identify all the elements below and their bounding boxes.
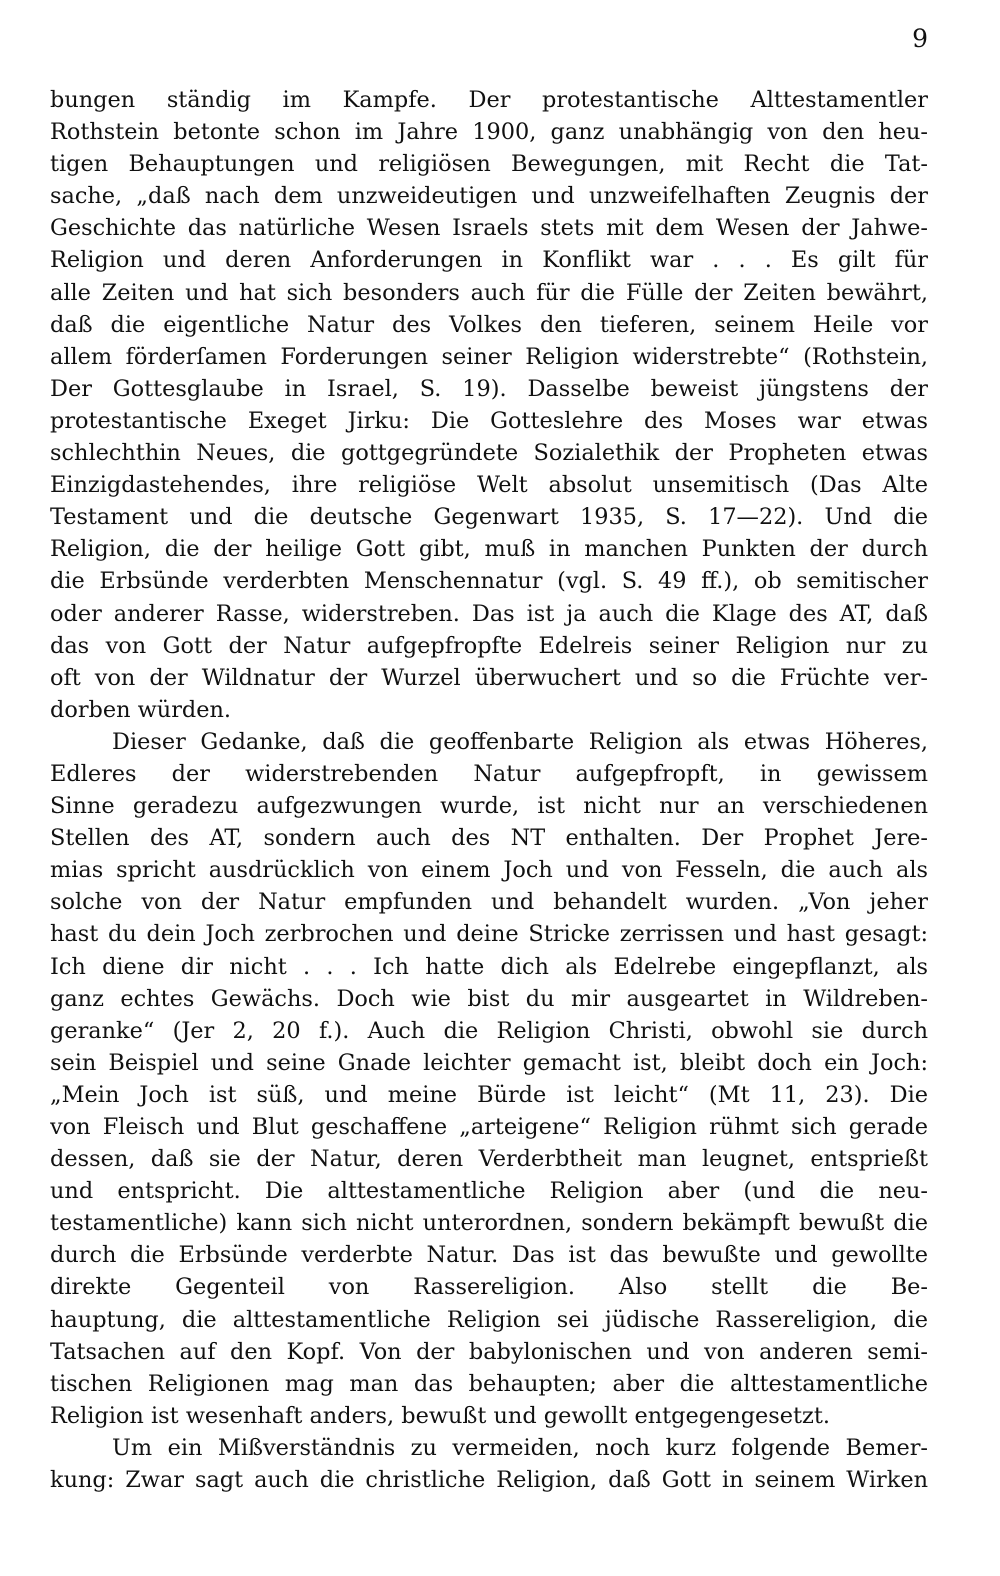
text-line: geranke“ (Jer 2, 20 f.). Auch die Religion Christi, obwohl sie durch <box>50 1017 928 1044</box>
text-line: Um ein Mißverständnis zu vermeiden, noch kurz folgende Bemer- <box>112 1434 928 1461</box>
text-line: von Fleisch und Blut geschaffene „arteigene“ Religion rühmt sich gerade <box>50 1114 928 1140</box>
text-line: hast du dein Joch zerbrochen und deine Stricke zerrissen und hast gesagt: <box>50 921 928 948</box>
text-line: schlechthin Neues, die gottgegründete Sozialethik der Propheten etwas <box>50 440 928 467</box>
text-line: mias spricht ausdrücklich von einem Joch und von Fesseln, die auch als <box>50 857 928 884</box>
text-line: alle Zeiten und hat sich besonders auch für die Fülle der Zeiten bewährt, <box>50 279 928 306</box>
text-line: bungen ständig im Kampfe. Der protestantische Alttestamentler <box>50 87 928 113</box>
text-line: oder anderer Rasse, widerstreben. Das ist ja auch die Klage des AT, daß <box>50 600 928 627</box>
text-line: Religion und deren Anforderungen in Konflikt war . . . Es gilt für <box>50 247 928 274</box>
text-line: hauptung, die alttestamentliche Religion sei jüdische Rassereligion, die <box>50 1306 928 1333</box>
text-line: tischen Religionen mag man das behaupten; aber die alttestamentliche <box>50 1370 928 1397</box>
text-line: Testament und die deutsche Gegenwart 1935, S. 17—22). Und die <box>50 504 928 531</box>
text-line: Stellen des AT, sondern auch des NT enthalten. Der Prophet Jere- <box>50 825 928 852</box>
text-line: die Erbsünde verderbten Menschennatur (vgl. S. 49 ff.), ob semitischer <box>50 568 928 595</box>
text-line: Geschichte das natürliche Wesen Israels stets mit dem Wesen der Jahwe- <box>50 215 928 242</box>
text-line: „Mein Joch ist süß, und meine Bürde ist leicht“ (Mt 11, 23). Die <box>50 1081 928 1108</box>
text-line: Religion, die der heilige Gott gibt, muß in manchen Punkten der durch <box>50 536 928 563</box>
text-line: durch die Erbsünde verderbte Natur. Das ist das bewußte und gewollte <box>50 1242 928 1269</box>
text-line: Tatsachen auf den Kopf. Von der babylonischen und von anderen semi- <box>50 1338 928 1365</box>
text-line: Edleres der widerstrebenden Natur aufgepfropft, in gewissem <box>50 760 928 787</box>
text-line: das von Gott der Natur aufgepfropfte Edelreis seiner Religion nur zu <box>50 632 928 659</box>
text-line: kung: Zwar sagt auch die christliche Religion, daß Gott in seinem Wirken <box>50 1467 928 1494</box>
text-line: dessen, daß sie der Natur, deren Verderbtheit man leugnet, entsprießt <box>50 1146 928 1173</box>
text-line: dorben würden. <box>50 696 232 723</box>
text-line: ganz echtes Gewächs. Doch wie bist du mir ausgeartet in Wildreben- <box>50 985 928 1012</box>
text-line: Sinne geradezu aufgezwungen wurde, ist nicht nur an verschiedenen <box>50 793 928 820</box>
text-line: testamentliche) kann sich nicht unterordnen, sondern bekämpft bewußt die <box>50 1210 928 1237</box>
text-line: sein Beispiel und seine Gnade leichter gemacht ist, bleibt doch ein Joch: <box>50 1049 928 1076</box>
text-line: und entspricht. Die alttestamentliche Religion aber (und die neu- <box>50 1178 928 1205</box>
text-line: direkte Gegenteil von Rassereligion. Also stellt die Be- <box>50 1274 928 1301</box>
text-line: Einzigdastehendes, ihre religiöse Welt absolut unsemitisch (Das Alte <box>50 472 928 499</box>
text-line: protestantische Exeget Jirku: Die Gotteslehre des Moses war etwas <box>50 407 928 434</box>
text-line: oft von der Wildnatur der Wurzel überwuchert und so die Früchte ver- <box>50 664 928 691</box>
text-line: tigen Behauptungen und religiösen Bewegungen, mit Recht die Tat- <box>50 151 928 178</box>
text-line: Dieser Gedanke, daß die geoffenbarte Religion als etwas Höheres, <box>112 728 928 755</box>
text-line: Rothstein betonte schon im Jahre 1900, ganz unabhängig von den heu- <box>50 119 928 146</box>
text-line: Ich diene dir nicht . . . Ich hatte dich als Edelrebe eingepflanzt, als <box>50 953 928 980</box>
page-number: 9 <box>912 24 928 53</box>
text-line: daß die eigentliche Natur des Volkes den tieferen, seinem Heile vor <box>50 311 928 338</box>
text-line: sache, „daß nach dem unzweideutigen und unzweifelhaften Zeugnis der <box>50 183 928 210</box>
body-text <box>50 84 928 1496</box>
text-line: allem förderſamen Forderungen seiner Religion widerstrebte“ (Rothstein, <box>50 343 928 370</box>
text-line: solche von der Natur empfunden und behandelt wurden. „Von jeher <box>50 889 928 916</box>
text-line: Religion ist wesenhaft anders, bewußt und gewollt entgegengesetzt. <box>50 1402 830 1429</box>
text-line: Der Gottesglaube in Israel, S. 19). Dasselbe beweist jüngstens der <box>50 375 928 402</box>
